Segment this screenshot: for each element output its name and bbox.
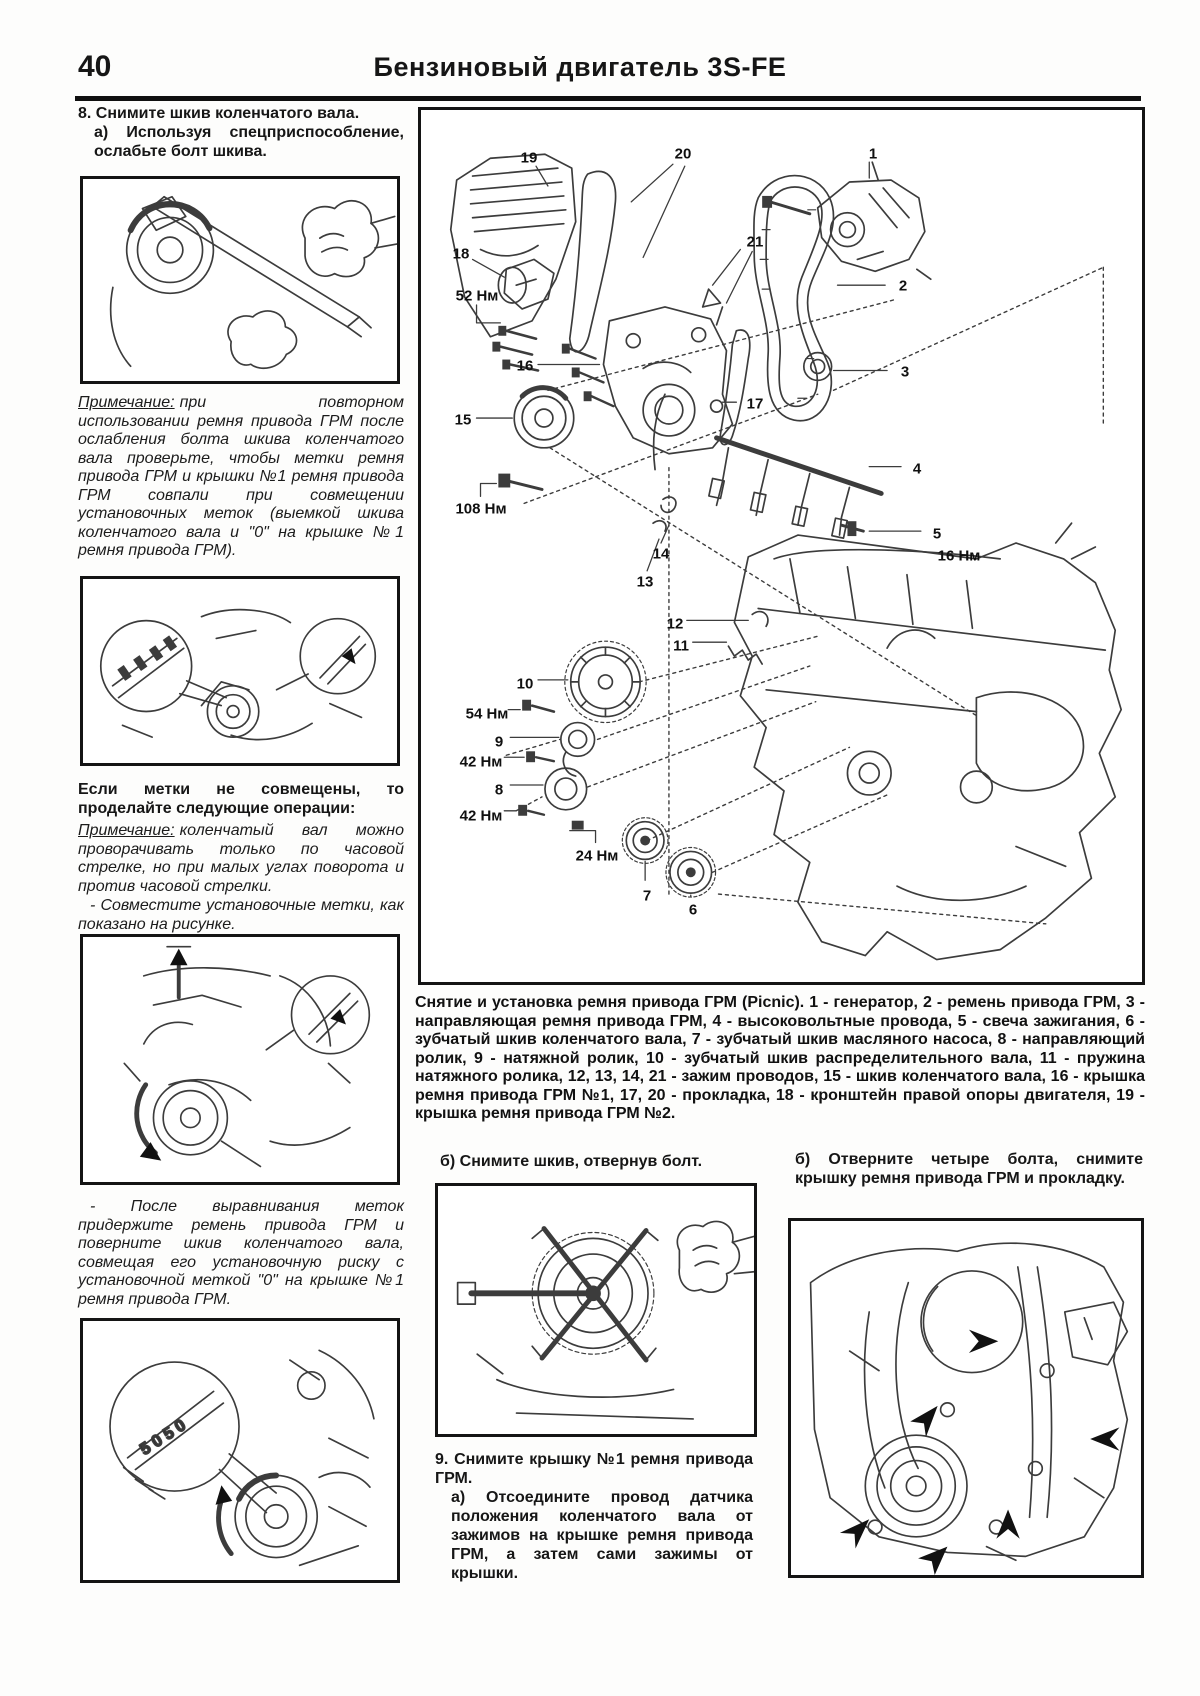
- bullet-after-align: - После выравнивания меток придержите ремень привода ГРМ и поверните шкив коленчатого вала, совмещая его установочную риску с установочной меткой "0" на крышке №1 ремня привода ГРМ.: [78, 1198, 404, 1308]
- note-2-text: коленчатый вал можно проворачивать только по часовой стрелке, но при малых углах поворота и против часовой стрелки.: [78, 822, 404, 895]
- diagram-label-5: 5: [932, 525, 942, 543]
- diagram-label-13: 13: [636, 573, 654, 591]
- diagram-label-3: 3: [900, 363, 910, 381]
- diagram-label-7: 7: [642, 887, 652, 905]
- diagram-label-layer: [421, 110, 1142, 982]
- diagram-label-17: 17: [746, 395, 764, 413]
- middle-step-b: б) Снимите шкив, отвернув болт.: [440, 1153, 703, 1170]
- figure-pulley-removal: [435, 1183, 757, 1437]
- diagram-label-19: 19: [520, 149, 538, 167]
- diagram-label-8: 8: [494, 781, 504, 799]
- note-1: [78, 394, 404, 561]
- diagram-label-12: 12: [666, 615, 684, 633]
- figure-belt-cover-bolts: [788, 1218, 1144, 1578]
- alignment-marks-illustration: [83, 579, 397, 763]
- figure-pulley-bolt-loosening: [80, 176, 400, 384]
- marks-rotation-illustration: [83, 937, 397, 1182]
- crank-mark-illustration: [83, 1321, 397, 1580]
- diagram-label-14: 14: [652, 545, 670, 563]
- step-8-sub: а) Используя спецприспособление, ослабьте болт шкива.: [94, 124, 404, 160]
- bullet-align-marks: - Совместите установочные метки, как показано на рисунке.: [78, 897, 404, 933]
- note-1-label: Примечание:: [78, 394, 175, 411]
- diagram-label-11: 11: [673, 637, 689, 655]
- diagram-label-1: 1: [868, 145, 878, 163]
- step-8-block: [78, 104, 404, 161]
- diagram-label-9: 9: [494, 733, 504, 751]
- diagram-label-52-Нм: 52 Нм: [455, 287, 499, 305]
- diagram-label-21: 21: [746, 233, 764, 251]
- figure-main-exploded-diagram: [418, 107, 1145, 985]
- cover-bolts-illustration: [791, 1221, 1141, 1575]
- diagram-label-4: 4: [912, 460, 922, 478]
- puller-illustration: [438, 1186, 754, 1434]
- step-9-title: 9. Снимите крышку №1 ремня привода ГРМ.: [435, 1451, 753, 1487]
- crank-mark-digits: 5 0 5 0: [136, 1415, 190, 1459]
- header-rule: [75, 96, 1141, 101]
- diagram-label-2: 2: [898, 277, 908, 295]
- pulley-tool-illustration: [83, 179, 397, 381]
- step-8-title: 8. Снимите шкив коленчатого вала.: [78, 105, 360, 122]
- diagram-label-18: 18: [452, 245, 470, 263]
- diagram-label-6: 6: [688, 901, 698, 919]
- note-2-label: Примечание:: [78, 822, 175, 839]
- figure-alignment-marks-set: [80, 934, 400, 1185]
- diagram-label-42-Нм: 42 Нм: [459, 807, 503, 825]
- note-1-text: при повторном использовании ремня привода ГРМ после ослабления болта шкива коленчатого вала проверьте, чтобы метки ремня привода ГРМ и крышки №1 ремня привода ГРМ совпали при совмещении установочных меток (выемкой шкива коленчатого вала и "0" на крышке №1 ремня привода ГРМ).: [78, 394, 404, 559]
- diagram-label-10: 10: [516, 675, 534, 693]
- diagram-label-20: 20: [674, 145, 692, 163]
- diagram-label-15: 15: [454, 411, 472, 429]
- diagram-label-16: 16: [516, 357, 534, 375]
- figure-crank-mark-rotation: [80, 1318, 400, 1583]
- diagram-label-108-Нм: 108 Нм: [455, 500, 507, 518]
- diagram-label-16-Нм: 16 Нм: [937, 547, 981, 565]
- diagram-label-54-Нм: 54 Нм: [465, 705, 509, 723]
- diagram-label-42-Нм: 42 Нм: [459, 753, 503, 771]
- diagram-label-24-Нм: 24 Нм: [575, 847, 619, 865]
- step-9-block: [435, 1450, 753, 1583]
- right-step-b: б) Отверните четыре болта, снимите крышку ремня привода ГРМ и прокладку.: [795, 1151, 1143, 1187]
- diagram-caption: Снятие и установка ремня привода ГРМ (Picnic). 1 - генератор, 2 - ремень привода ГРМ, 3 - направляющая ремня привода ГРМ, 4 - высоковольтные провода, 5 - свеча зажигания, 6 - зубчатый шкив коленчатого вала, 7 - зубчатый шкив масляного насоса, 8 - направляющий ролик, 9 - натяжной ролик, 10 - зубчатый шкив распределительного вала, 11 - пружина натяжного ролика, 12, 13, 14, 21 - зажим проводов, 15 - шкив коленчатого вала, 16 - крышка ремня привода ГРМ №1, 17, 20 - прокладка, 18 - кронштейн правой опоры двигателя, 19 - крышка ремня привода ГРМ №2.: [415, 994, 1145, 1122]
- figure-alignment-marks-check: [80, 576, 400, 766]
- note-2: [78, 822, 404, 896]
- step-9-sub: а) Отсоедините провод датчика положения коленчатого вала от зажимов на крышке ремня привода ГРМ, а затем сами зажимы от крышки.: [451, 1489, 753, 1582]
- page-number: 40: [78, 50, 112, 83]
- page-title: Бензиновый двигатель 3S-FE: [373, 52, 787, 82]
- marks-paragraph: Если метки не совмещены, то проделайте следующие операции:: [78, 781, 404, 817]
